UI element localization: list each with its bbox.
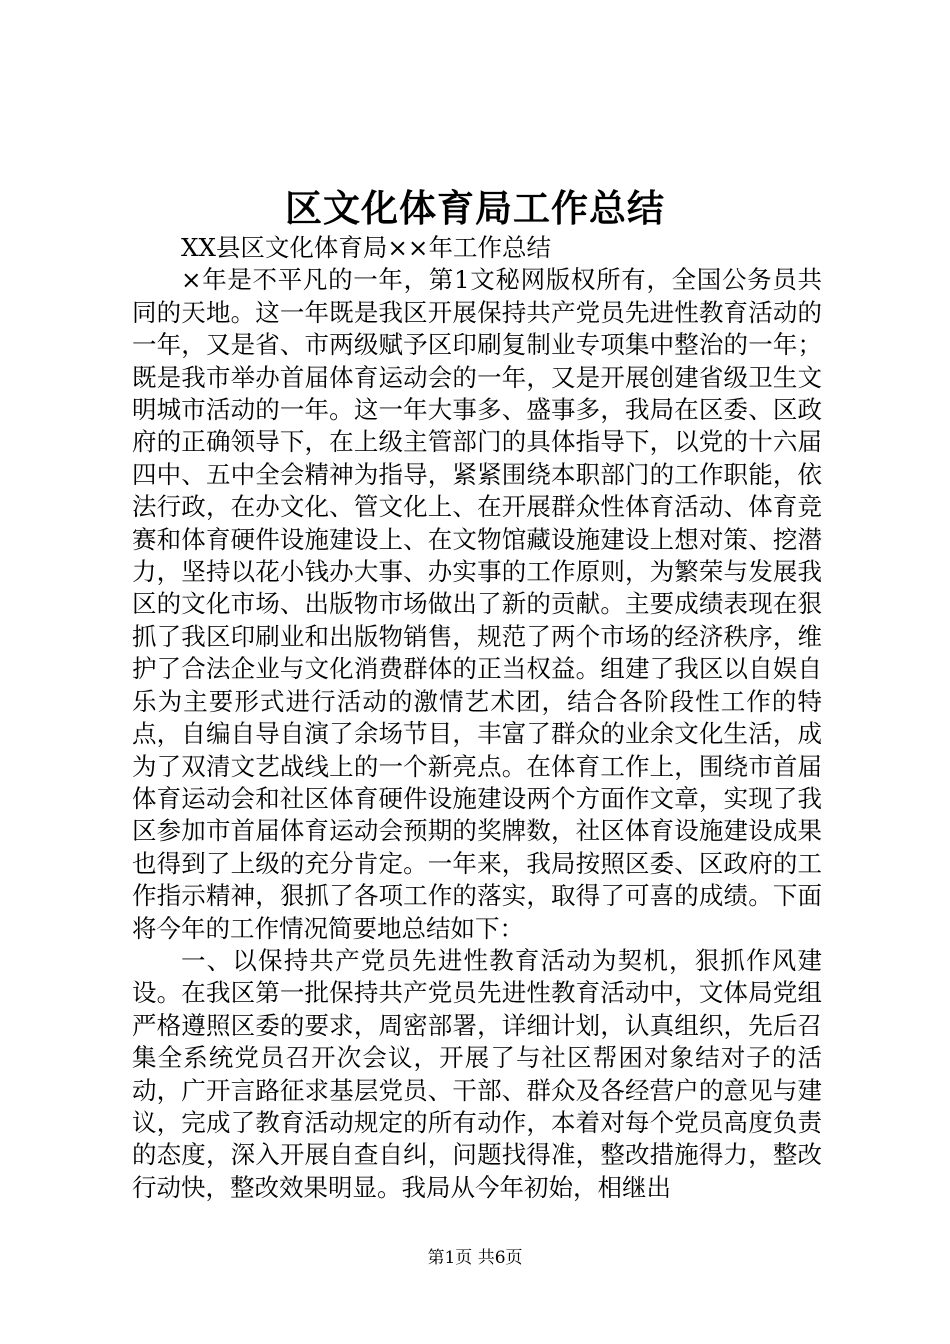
paragraph: ×年是不平凡的一年，第1文秘网版权所有，全国公务员共同的天地。这一年既是我区开展保持共产党员先进性教育活动的一年，又是省、市两级赋予区印刷复制业专项集中整治的一年；既是我市举办首届体育运动会的一年，又是开展创建省级卫生文明城市活动的一年。这一年大事多、盛事多，我局在区委、区政府的正确领导下，在上级主管部门的具体指导下，以党的十六届四中、五中全会精神为指导，紧紧围绕本职部门的工作职能，依法行政，在办文化、管文化上、在开展群众性体育活动、体育竞赛和体育硬件设施建设上、在文物馆藏设施建设上想对策、挖潜力，坚持以花小钱办大事、办实事的工作原则，为繁荣与发展我区的文化市场、出版物市场做出了新的贡献。主要成绩表现在狠抓了我区印刷业和出版物销售，规范了两个市场的经济秩序，维护了合法企业与文化消费群体的正当权益。组建了我区以自娱自乐为主要形式进行活动的激情艺术团，结合各阶段性工作的特点，自编自导自演了余场节目，丰富了群众的业余文化生活，成为了双清文艺战线上的一个新亮点。在体育工作上，围绕市首届体育运动会和社区体育硬件设施建设两个方面作文章，实现了我区参加市首届体育运动会预期的奖牌数，社区体育设施建设成果也得到了上级的充分肯定。一年来，我局按照区委、区政府的工作指示精神，狠抓了各项工作的落实，取得了可喜的成绩。下面将今年的工作情况简要地总结如下：: [132, 265, 822, 943]
paragraph: 一、以保持共产党员先进性教育活动为契机，狠抓作风建设。在我区第一批保持共产党员先进性教育活动中，文体局党组严格遵照区委的要求，周密部署，详细计划，认真组织，先后召集全系统党员召开次会议，开展了与社区帮困对象结对子的活动，广开言路征求基层党员、干部、群众及各经营户的意见与建议，完成了教育活动规定的所有动作，本着对每个党员高度负责的态度，深入开展自查自纠，问题找得准，整改措施得力，整改行动快，整改效果明显。我局从今年初始，相继出: [132, 945, 822, 1202]
document-subtitle: XX县区文化体育局××年工作总结: [181, 233, 551, 262]
page-footer: 第1页 共6页: [427, 1248, 523, 1268]
document-title: 区文化体育局工作总结: [285, 186, 665, 230]
document-body: [132, 232, 822, 1204]
